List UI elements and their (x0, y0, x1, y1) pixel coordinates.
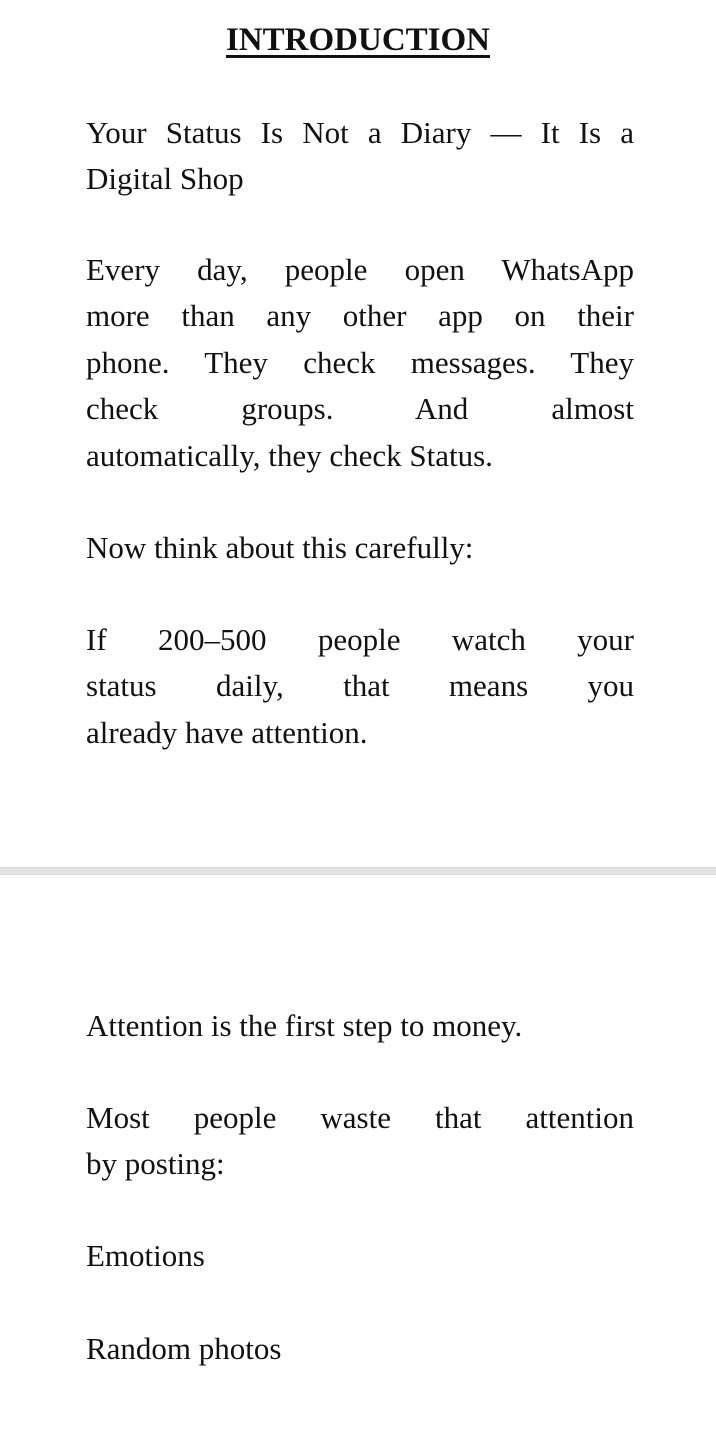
list-item (86, 1233, 634, 1279)
paragraph (86, 247, 634, 479)
text-line: Your Status Is Not a Diary — It Is a (86, 115, 634, 150)
page-title: INTRODUCTION (225, 22, 491, 58)
paragraph (86, 1095, 634, 1188)
text-line: more than any other app on their (86, 298, 634, 334)
text-line: Random photos (86, 1331, 282, 1366)
text-line: already have attention. (86, 714, 368, 750)
text-line: Most people waste that attention (86, 1100, 634, 1135)
text-line: check groups. And almost (86, 391, 634, 427)
text-line: Now think about this carefully: (86, 530, 474, 565)
text-line: phone. They check messages. They (86, 344, 634, 380)
text-line: Every day, people open WhatsApp (86, 252, 634, 287)
text-line: by posting: (86, 1146, 225, 1182)
text-line: Digital Shop (86, 161, 244, 197)
text-line: Emotions (86, 1238, 205, 1273)
text-line: Attention is the first step to money. (86, 1008, 523, 1043)
page-separator (0, 867, 716, 875)
text-line: automatically, they check Status. (86, 437, 493, 473)
text-line: status daily, that means you (86, 668, 634, 704)
list-item (86, 1326, 634, 1372)
paragraph (86, 525, 634, 571)
paragraph (86, 110, 634, 203)
paragraph (86, 1003, 634, 1049)
text-line: If 200–500 people watch your (86, 622, 634, 657)
paragraph (86, 617, 634, 756)
